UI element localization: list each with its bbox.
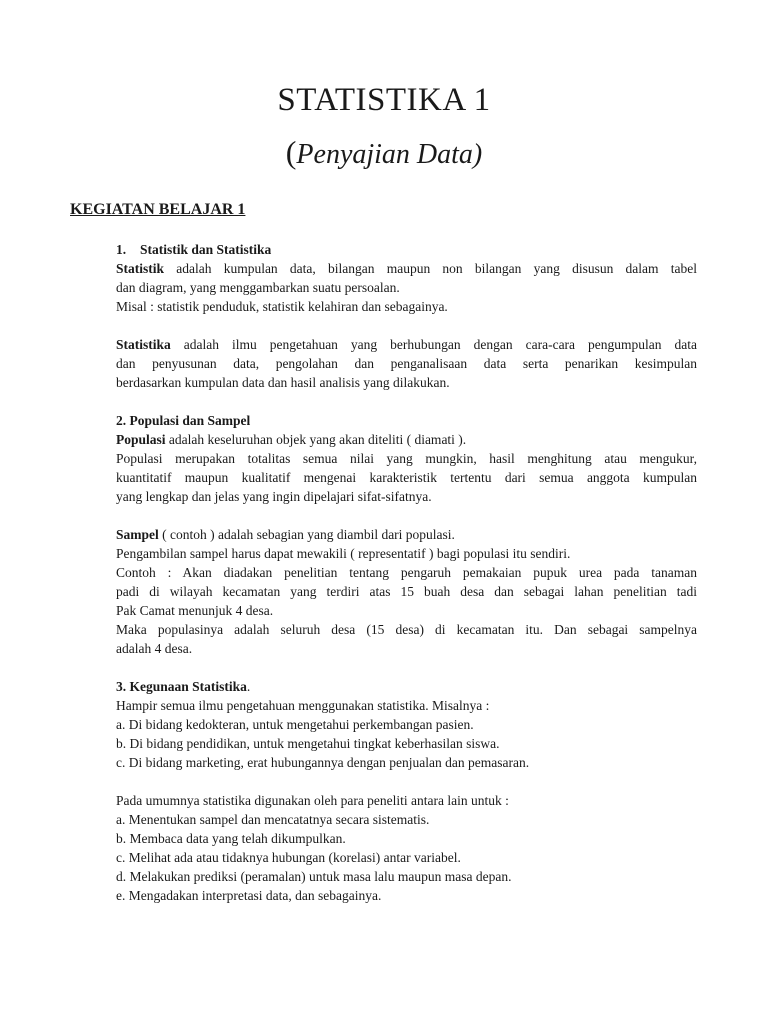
- populasi-def: adalah keseluruhan objek yang akan diteliti ( diamati ).: [165, 432, 467, 447]
- subtitle-open-paren: (: [285, 134, 297, 170]
- paragraph-line: [116, 525, 697, 544]
- list-item: a. Menentukan sampel dan mencatatnya secara sistematis.: [116, 812, 430, 827]
- list-item: c. Melihat ada atau tidaknya hubungan (korelasi) antar variabel.: [116, 850, 461, 865]
- example-line-2: padi di wilayah kecamatan yang terdiri atas 15 buah desa dan sebagai lahan penelitian tadi: [116, 584, 697, 599]
- sampel-def: ( contoh ) adalah sebagian yang diambil dari populasi.: [158, 527, 455, 542]
- section-3-heading-end: .: [246, 679, 251, 694]
- paragraph-line: [116, 430, 697, 449]
- term-populasi: Populasi: [116, 432, 166, 447]
- example-line-4: Maka populasinya adalah seluruh desa (15 desa) di kecamatan itu. Dan sebagai sampelnya: [116, 622, 697, 637]
- list-item: a. Di bidang kedokteran, untuk mengetahui perkembangan pasien.: [116, 717, 474, 732]
- kegunaan-intro-2: Pada umumnya statistika digunakan oleh para peneliti antara lain untuk :: [116, 793, 509, 808]
- list-item: b. Membaca data yang telah dikumpulkan.: [116, 831, 346, 846]
- list-item: d. Melakukan prediksi (peramalan) untuk masa lalu maupun masa depan.: [116, 869, 512, 884]
- section-1-title: Statistik dan Statistika: [140, 242, 272, 257]
- statistika-def-2: dan penyusunan data, pengolahan dan penganalisaan data serta penarikan kesimpulan: [116, 356, 697, 371]
- section-2-heading: [116, 411, 697, 430]
- populasi-line-1: Populasi merupakan totalitas semua nilai yang mungkin, hasil menghitung atau mengukur,: [116, 451, 697, 466]
- statistika-def-3: berdasarkan kumpulan data dan hasil analisis yang dilakukan.: [116, 375, 450, 390]
- sampel-line-1: Pengambilan sampel harus dapat mewakili ( representatif ) bagi populasi itu sendiri.: [116, 546, 571, 561]
- populasi-line-3: yang lengkap dan jelas yang ingin dipelajari sifat-sifatnya.: [116, 489, 432, 504]
- statistik-def-2: dan diagram, yang menggambarkan suatu persoalan.: [116, 280, 400, 295]
- term-statistika: Statistika: [116, 337, 171, 352]
- term-statistik: Statistik: [116, 261, 165, 276]
- statistik-def-1: adalah kumpulan data, bilangan maupun non bilangan yang disusun dalam tabel: [164, 261, 697, 276]
- term-sampel: Sampel: [116, 527, 159, 542]
- populasi-line-2: kuantitatif maupun kualitatif mengenai karakteristik tertentu dari semua anggota kumpulan: [116, 470, 697, 485]
- section-1-number: 1.: [116, 242, 127, 257]
- list-item: e. Mengadakan interpretasi data, dan sebagainya.: [116, 888, 382, 903]
- section-3-heading: [116, 677, 697, 696]
- example-line-5: adalah 4 desa.: [116, 641, 193, 656]
- list-item: b. Di bidang pendidikan, untuk mengetahui tingkat keberhasilan siswa.: [116, 736, 500, 751]
- section-2-title: 2. Populasi dan Sampel: [116, 413, 251, 428]
- list-item: c. Di bidang marketing, erat hubungannya dengan penjualan dan pemasaran.: [116, 755, 530, 770]
- statistika-def-1: adalah ilmu pengetahuan yang berhubungan dengan cara-cara pengumpulan data: [170, 337, 697, 352]
- paragraph-line: [116, 259, 697, 278]
- example-line-1: Contoh : Akan diadakan penelitian tentang pengaruh pemakaian pupuk urea pada tanaman: [116, 565, 697, 580]
- example-line-3: Pak Camat menunjuk 4 desa.: [116, 603, 274, 618]
- paragraph-line: [116, 335, 697, 354]
- statistik-example: Misal : statistik penduduk, statistik kelahiran dan sebagainya.: [116, 299, 448, 314]
- section-1-heading: [116, 240, 697, 259]
- document-subtitle: [0, 132, 768, 175]
- document-title: STATISTIKA 1: [277, 82, 491, 118]
- kegunaan-intro: Hampir semua ilmu pengetahuan menggunakan statistika. Misalnya :: [116, 698, 490, 713]
- section-heading: KEGIATAN BELAJAR 1: [70, 201, 246, 218]
- document-body: [116, 240, 697, 905]
- section-3-title: 3. Kegunaan Statistika: [116, 679, 247, 694]
- subtitle-text: Penyajian Data): [296, 139, 483, 170]
